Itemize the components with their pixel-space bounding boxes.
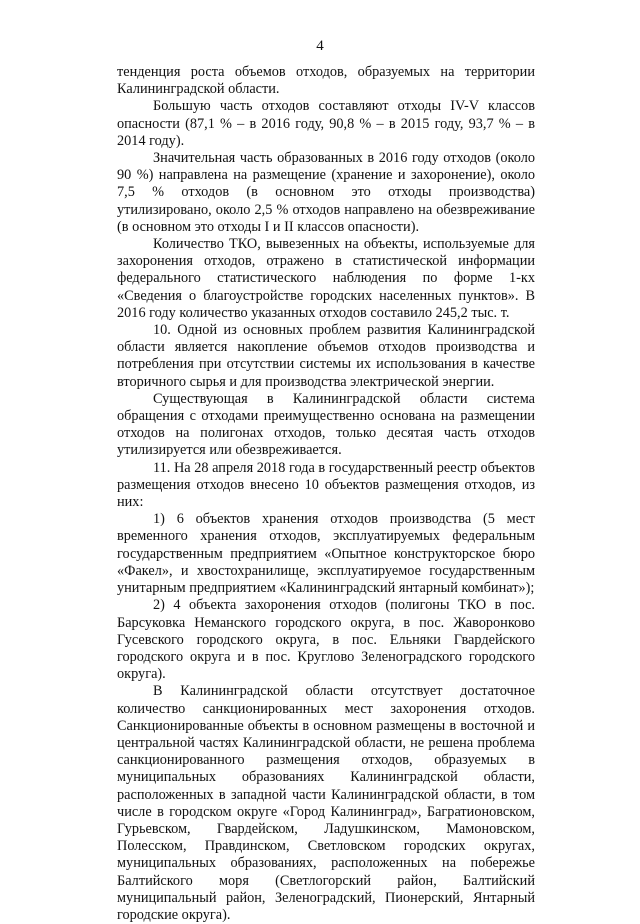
paragraph-sanctioned-sites: В Калининградской области отсутствует достаточное количество санкционированных мест захоронения отходов. Санкционированные объекты в основном размещены в восточной и центральной частях Калининградской области, не решена проблема санкционированного размещения отходов, образуемых в муниципальных образованиях Калининградской области, расположенных в западной части Калининградской области, в том числе в городском округе «Город Калининград», Багратионовском, Гурьевском, Гвардейском, Ладушкинском, Мамоновском, Полесском, Правдинском, Светловском городских округах, муниципальных образованиях, расположенных на побережье Балтийского моря (Светлогорский район, Балтийский муниципальный район, Зеленоградский, Пионерский, Янтарный городские округа).: [117, 683, 535, 923]
paragraph-waste-disposal-shares: Значительная часть образованных в 2016 году отходов (около 90 %) направлена на размещение (хранение и захоронение), около 7,5 % отходов (в основном это отходы производства) утилизировано, около 2,5 % отходов направлено на обезвреживание (в основном это отходы I и II классов опасности).: [117, 150, 535, 235]
paragraph-management-system: Существующая в Калининградской области система обращения с отходами преимущественно основана на размещении отходов на полигонах отходов, только десятая часть отходов утилизируется или обезвреживается.: [117, 390, 535, 459]
document-body: [117, 64, 535, 924]
paragraph-waste-growth-tail: тенденция роста объемов отходов, образуемых на территории Калининградской области.: [117, 64, 535, 98]
paragraph-hazard-classes: Большую часть отходов составляют отходы IV-V классов опасности (87,1 % – в 2016 году, 90,8 % – в 2015 году, 93,7 % – в 2014 году).: [117, 98, 535, 149]
paragraph-landfill-objects: 2) 4 объекта захоронения отходов (полигоны ТКО в пос. Барсуковка Неманского городского округа, в пос. Жаворонково Гусевского городского округа, в пос. Ельняки Гвардейского городского округа и в пос. Круглово Зеленоградского городского округа).: [117, 597, 535, 683]
paragraph-item-10: 10. Одной из основных проблем развития Калининградской области является накопление объемов отходов производства и потребления при отсутствии системы их использования в качестве вторичного сырья и для производства электрической энергии.: [117, 322, 535, 390]
paragraph-tko-statistics: Количество ТКО, вывезенных на объекты, используемые для захоронения отходов, отражено в статистической информации федерального статистического наблюдения по форме 1-кх «Сведения о благоустройстве городских населенных пунктов». В 2016 году количество указанных отходов составило 245,2 тыс. т.: [117, 236, 535, 321]
paragraph-storage-objects: 1) 6 объектов хранения отходов производства (5 мест временного хранения отходов, эксплуатируемых федеральным государственным предприятием «Опытное конструкторское бюро «Факел», и хвостохранилище, эксплуатируемое государственным унитарным предприятием «Калининградский янтарный комбинат»);: [117, 511, 535, 597]
paragraph-item-11: 11. На 28 апреля 2018 года в государственный реестр объектов размещения отходов внесено 10 объектов размещения отходов, из них:: [117, 459, 535, 511]
page-number: 4: [316, 38, 324, 54]
